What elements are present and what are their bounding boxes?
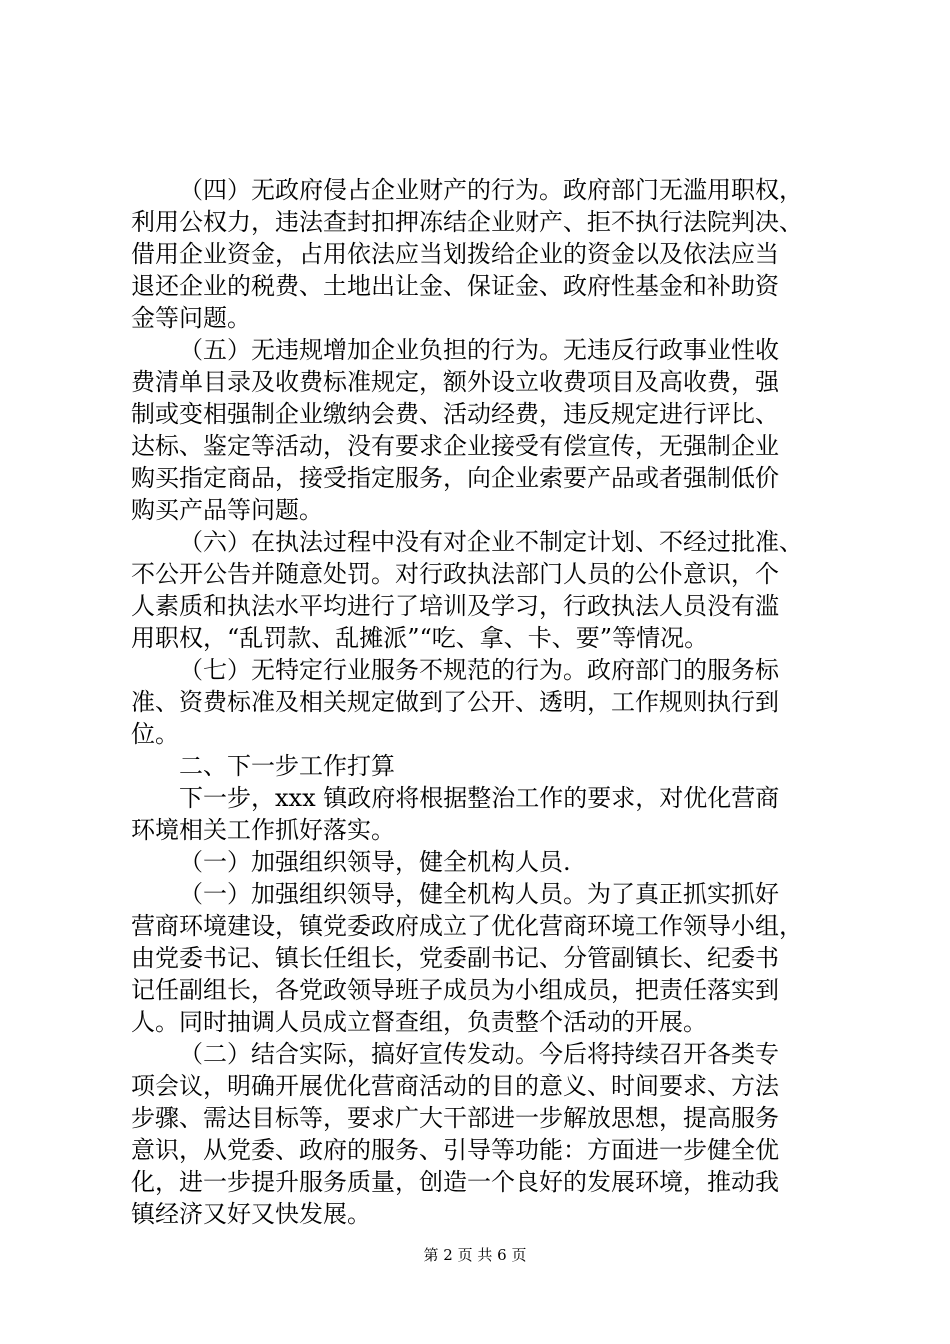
text-line: 购买产品等问题。 [131,496,323,524]
text-line: 下一步，xxx 镇政府将根据整治工作的要求，对优化营商 [179,784,780,812]
text-line: 借用企业资金，占用依法应当划拨给企业的资金以及依法应当 [131,240,779,268]
text-line: 人。同时抽调人员成立督查组，负责整个活动的开展。 [131,1008,707,1036]
text-line: 意识，从党委、政府的服务、引导等功能：方面进一步健全优 [131,1136,779,1164]
text-line: 记任副组长，各党政领导班子成员为小组成员，把责任落实到 [131,976,779,1004]
text-line: 利用公权力，违法查封扣押冻结企业财产、拒不执行法院判决、 [131,208,803,236]
text-line: 镇经济又好又快发展。 [131,1200,371,1228]
text-line: 金等问题。 [131,304,251,332]
text-line: 不公开公告并随意处罚。对行政执法部门人员的公仆意识，个 [131,560,779,588]
text-line: 化，进一步提升服务质量，创造一个良好的发展环境，推动我 [131,1168,779,1196]
text-line: 项会议，明确开展优化营商活动的目的意义、时间要求、方法 [131,1072,779,1100]
text-line: 准、资费标准及相关规定做到了公开、透明，工作规则执行到 [131,688,779,716]
text-line: （四）无政府侵占企业财产的行为。政府部门无滥用职权， [179,176,803,204]
text-line: 费清单目录及收费标准规定，额外设立收费项目及高收费，强 [131,368,779,396]
text-line: （六）在执法过程中没有对企业不制定计划、不经过批准、 [179,528,803,556]
text-line: 环境相关工作抓好落实。 [131,816,395,844]
text-line: 位。 [131,720,179,748]
text-line: （五）无违规增加企业负担的行为。无违反行政事业性收 [179,336,779,364]
text-line: 人素质和执法水平均进行了培训及学习，行政执法人员没有滥 [131,592,779,620]
text-line: 步骤、需达目标等，要求广大干部进一步解放思想，提高服务 [131,1104,779,1132]
page-footer: 第 2 页 共 6 页 [423,1246,527,1264]
text-line: （一）加强组织领导，健全机构人员。为了真正抓实抓好 [179,880,779,908]
text-line: 制或变相强制企业缴纳会费、活动经费，违反规定进行评比、 [131,400,779,428]
text-line: 购买指定商品，接受指定服务，向企业索要产品或者强制低价 [131,464,779,492]
text-line: （七）无特定行业服务不规范的行为。政府部门的服务标 [179,656,779,684]
text-line: 用职权，“乱罚款、乱摊派”“吃、拿、卡、要”等情况。 [131,624,709,652]
text-line: 达标、鉴定等活动，没有要求企业接受有偿宣传，无强制企业 [131,432,779,460]
text-line: 二、下一步工作打算 [179,752,395,780]
text-line: 营商环境建设，镇党委政府成立了优化营商环境工作领导小组， [131,912,803,940]
document-body [131,174,831,1230]
text-line: 由党委书记、镇长任组长，党委副书记、分管副镇长、纪委书 [131,944,779,972]
text-line: （二）结合实际，搞好宣传发动。今后将持续召开各类专 [179,1040,779,1068]
text-line: （一）加强组织领导，健全机构人员. [179,848,571,876]
text-line: 退还企业的税费、土地出让金、保证金、政府性基金和补助资 [131,272,779,300]
